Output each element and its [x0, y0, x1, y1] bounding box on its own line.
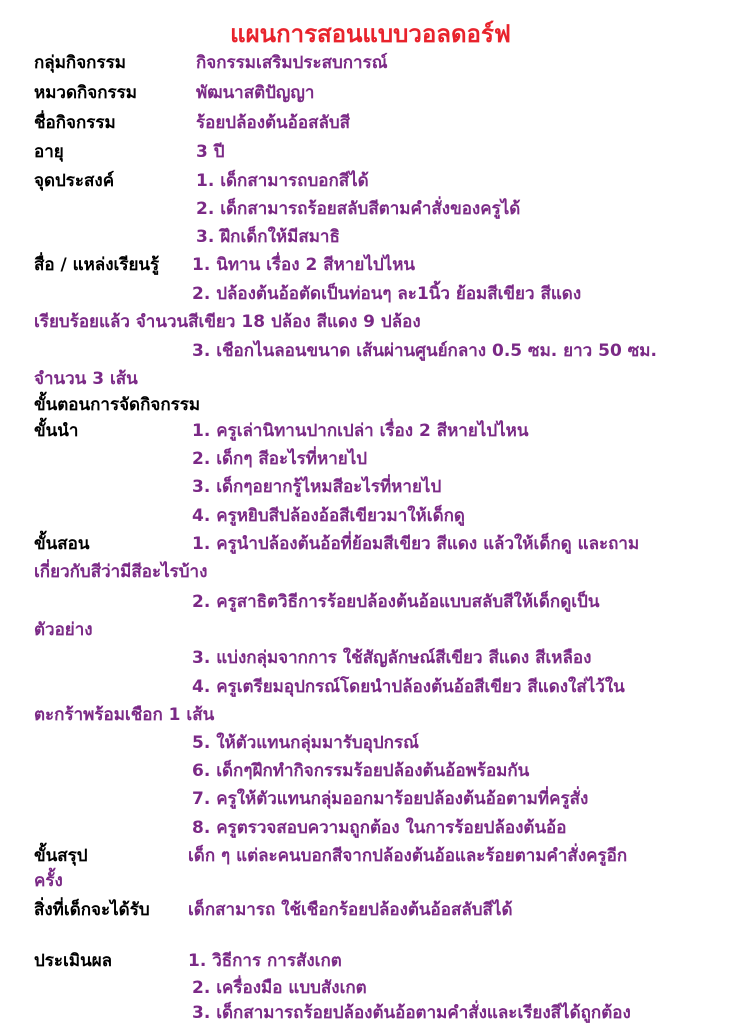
- group-label: กลุ่มกิจกรรม: [34, 53, 126, 73]
- activity-label: ชื่อกิจกรรม: [34, 113, 116, 133]
- material-item: 1. นิทาน เรื่อง 2 สีหายไปไหน: [192, 255, 416, 275]
- conclusion-label: ขั้นสรุป: [34, 846, 88, 866]
- material-item-continued: จำนวน 3 เส้น: [34, 369, 138, 389]
- outcome-value: เด็กสามารถ ใช้เชือกร้อยปล้องต้นอ้อสลับสีได้: [188, 900, 513, 920]
- materials-label: สื่อ / แหล่งเรียนรู้: [34, 255, 160, 275]
- evaluation-item: 3. เด็กสามารถร้อยปล้องต้นอ้อตามคำสั่งและเรียงสีได้ถูกต้อง: [192, 1003, 631, 1023]
- teaching-item: 3. แบ่งกลุ่มจากการ ใช้สัญลักษณ์สีเขียว สีแดง สีเหลือง: [192, 648, 592, 668]
- evaluation-item: 1. วิธีการ การสังเกต: [188, 951, 342, 971]
- teaching-item-continued: เกี่ยวกับสีว่ามีสีอะไรบ้าง: [34, 562, 208, 582]
- objective-item: 2. เด็กสามารถร้อยสลับสีตามคำสั่งของครูได้: [196, 199, 521, 219]
- intro-item: 4. ครูหยิบสีปล้องอ้อสีเขียวมาให้เด็กดู: [192, 506, 465, 526]
- material-item-continued: เรียบร้อยแล้ว จำนวนสีเขียว 18 ปล้อง สีแดง 9 ปล้อง: [34, 312, 421, 332]
- intro-item: 3. เด็กๆอยากรู้ไหมสีอะไรที่หายไป: [192, 477, 442, 497]
- teaching-label: ขั้นสอน: [34, 534, 90, 554]
- outcome-label: สิ่งที่เด็กจะได้รับ: [34, 900, 150, 920]
- intro-item: 2. เด็กๆ สีอะไรที่หายไป: [192, 449, 368, 469]
- teaching-item-continued: ตัวอย่าง: [34, 620, 93, 640]
- procedure-heading: ขั้นตอนการจัดกิจกรรม: [34, 395, 201, 415]
- intro-label: ขั้นนำ: [34, 421, 79, 441]
- age-label: อายุ: [34, 142, 64, 162]
- material-item: 3. เชือกไนลอนขนาด เส้นผ่านศูนย์กลาง 0.5 ซม. ยาว 50 ซม.: [192, 341, 657, 361]
- activity-value: ร้อยปล้องต้นอ้อสลับสี: [196, 113, 351, 133]
- teaching-item-continued: ตะกร้าพร้อมเชือก 1 เส้น: [34, 705, 215, 725]
- teaching-item: 4. ครูเตรียมอุปกรณ์โดยนำปล้องต้นอ้อสีเขียว สีแดงใส่ไว้ใน: [192, 677, 625, 697]
- teaching-item: 8. ครูตรวจสอบความถูกต้อง ในการร้อยปล้องต้นอ้อ: [192, 818, 567, 838]
- objective-item: 3. ฝึกเด็กให้มีสมาธิ: [196, 227, 340, 247]
- evaluation-label: ประเมินผล: [34, 951, 113, 971]
- teaching-item: 2. ครูสาธิตวิธีการร้อยปล้องต้นอ้อแบบสลับสีให้เด็กดูเป็น: [192, 592, 600, 612]
- conclusion-text: เด็ก ๆ แต่ละคนบอกสีจากปล้องต้นอ้อและร้อยตามคำสั่งครูอีก: [188, 846, 628, 866]
- teaching-item: 6. เด็กๆฝึกทำกิจกรรมร้อยปล้องต้นอ้อพร้อมกัน: [192, 761, 530, 781]
- age-value: 3 ปี: [196, 142, 225, 162]
- category-value: พัฒนาสติปัญญา: [196, 83, 315, 103]
- evaluation-item: 2. เครื่องมือ แบบสังเกต: [192, 978, 367, 998]
- material-item: 2. ปล้องต้นอ้อตัดเป็นท่อนๆ ละ1นิ้ว ย้อมสีเขียว สีแดง: [192, 284, 582, 304]
- category-label: หมวดกิจกรรม: [34, 83, 138, 103]
- teaching-item: 5. ให้ตัวแทนกลุ่มมารับอุปกรณ์: [192, 733, 419, 753]
- teaching-item: 7. ครูให้ตัวแทนกลุ่มออกมาร้อยปล้องต้นอ้อตามที่ครูสั่ง: [192, 789, 589, 809]
- intro-item: 1. ครูเล่านิทานปากเปล่า เรื่อง 2 สีหายไปไหน: [192, 421, 529, 441]
- conclusion-text-continued: ครั้ง: [34, 871, 63, 891]
- objectives-label: จุดประสงค์: [34, 171, 115, 191]
- group-value: กิจกรรมเสริมประสบการณ์: [196, 53, 388, 73]
- page-title: แผนการสอนแบบวอลดอร์ฟ: [230, 20, 511, 48]
- objective-item: 1. เด็กสามารถบอกสีได้: [196, 171, 369, 191]
- teaching-item: 1. ครูนำปล้องต้นอ้อที่ย้อมสีเขียว สีแดง แล้วให้เด็กดู และถาม: [192, 534, 640, 554]
